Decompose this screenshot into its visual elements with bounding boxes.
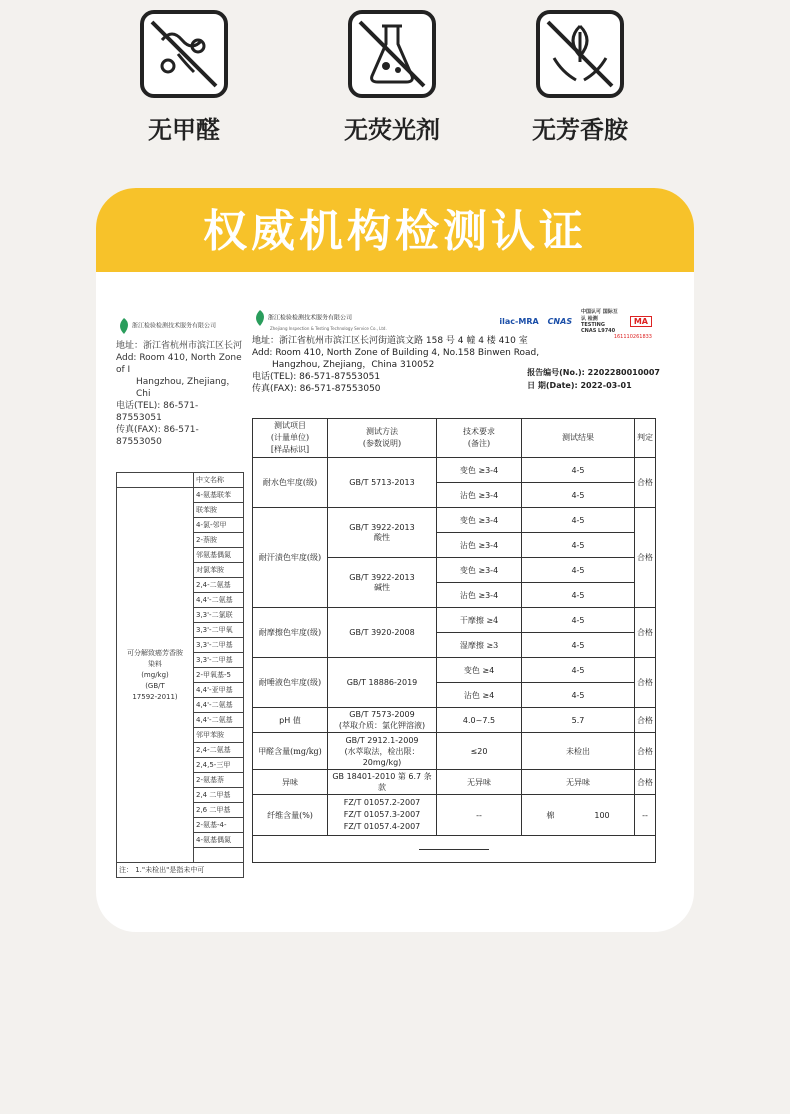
address-line: 电话(TEL): 86-571-87553051 [252, 372, 381, 382]
table-cell: 4-氨基联苯 [194, 488, 244, 503]
cnas-cn-text: 中国认可 国际互认 检测 TESTING [580, 309, 618, 328]
verdict: 合格 [635, 733, 656, 770]
result: 4-5 [522, 683, 635, 708]
test-method: GB/T 18886-2019 [328, 658, 437, 708]
table-cell: 4,4'-二氨基 [194, 698, 244, 713]
back-table [116, 472, 244, 878]
table-header: 中文名称 [194, 473, 244, 488]
result: 4-5 [522, 658, 635, 683]
row-label-line: (GB/T [145, 681, 165, 690]
address-line: 传真(FAX): 86-571-87553050 [116, 425, 199, 447]
requirement: 变色 ≥3-4 [437, 508, 522, 533]
table-cell: 2-氨基-4- [194, 818, 244, 833]
feature-no-aromatic-amine [520, 10, 640, 145]
cma-logo-icon: MA [630, 316, 652, 327]
header-result: 测试结果 [522, 419, 635, 458]
result: 未检出 [522, 733, 635, 770]
requirement: ≤20 [437, 733, 522, 770]
address-line: 地址：浙江省杭州市滨江区长河 [116, 341, 243, 351]
address-line: Hangzhou, Zhejiang，China 310052 [272, 360, 435, 370]
front-report-page [252, 308, 672, 863]
requirement: 变色 ≥3-4 [437, 558, 522, 583]
test-item: 耐水色牢度(级) [253, 458, 328, 508]
row-label-line: (mg/kg) [141, 670, 169, 679]
back-address-block [116, 340, 244, 448]
no-formaldehyde-icon [140, 10, 228, 98]
result-value: 100 [594, 810, 610, 820]
test-item: 耐摩擦色牢度(级) [253, 608, 328, 658]
requirement: 无异味 [437, 770, 522, 795]
back-report-page [116, 316, 244, 874]
result: 4-5 [522, 508, 635, 533]
test-method: GB/T 3922-2013 酸性 [328, 508, 437, 558]
requirement: 沾色 ≥3-4 [437, 483, 522, 508]
requirement: 湿摩擦 ≥3 [437, 633, 522, 658]
table-cell: 对氯苯胺 [194, 563, 244, 578]
cnas-number: CNAS L9740 [580, 328, 616, 334]
table-cell: 2,4,5-三甲 [194, 758, 244, 773]
test-item: 异味 [253, 770, 328, 795]
certification-card [96, 188, 694, 932]
address-line: Add: Room 410, North Zone of Building 4, No.158 Binwen Road, [252, 348, 540, 358]
icon-label: 无荧光剂 [344, 116, 440, 144]
result: 4-5 [522, 608, 635, 633]
requirement: 变色 ≥3-4 [437, 458, 522, 483]
table-cell: 联苯胺 [194, 503, 244, 518]
header-item: 测试项目 (计量单位) [样品标识] [253, 419, 328, 458]
result: 4-5 [522, 583, 635, 608]
requirement: 变色 ≥4 [437, 658, 522, 683]
test-method: GB/T 7573-2009 (萃取介质：氯化钾溶液) [328, 708, 437, 733]
no-aromatic-amine-icon [536, 10, 624, 98]
test-results-table [252, 418, 656, 863]
result: 无异味 [522, 770, 635, 795]
company-logo-icon [252, 308, 268, 326]
company-name-en: Zhejiang Inspection & Testing Technology Service Co., Ltd. [270, 326, 387, 331]
table-cell: 邻甲苯胺 [194, 728, 244, 743]
result: 4-5 [522, 483, 635, 508]
test-item: pH 值 [253, 708, 328, 733]
table-cell: 4-氨基偶氮 [194, 833, 244, 848]
cert-logos [493, 308, 652, 340]
header-verdict: 判定 [635, 419, 656, 458]
requirement: 沾色 ≥3-4 [437, 583, 522, 608]
company-logo-icon [116, 316, 132, 334]
header-requirement: 技术要求 (备注) [437, 419, 522, 458]
table-cell: 邻氨基偶氮 [194, 548, 244, 563]
feature-no-formaldehyde [124, 10, 244, 145]
report-info [527, 366, 660, 392]
verdict: 合格 [635, 508, 656, 608]
feature-icons [0, 0, 790, 160]
row-label-line: 可分解致癌芳香胺 [127, 648, 183, 657]
table-cell: 2,4 二甲基 [194, 788, 244, 803]
address-line: 传真(FAX): 86-571-87553050 [252, 384, 381, 394]
result: 5.7 [522, 708, 635, 733]
table-cell: 3,3'-二甲基 [194, 638, 244, 653]
table-footer [253, 836, 656, 863]
result: 4-5 [522, 458, 635, 483]
requirement: 沾色 ≥4 [437, 683, 522, 708]
test-method: FZ/T 01057.2-2007 FZ/T 01057.3-2007 FZ/T 01057.4-2007 [328, 795, 437, 836]
test-item: 纤维含量(%) [253, 795, 328, 836]
test-item: 耐唾液色牢度(级) [253, 658, 328, 708]
table-cell: 3,3'-二甲基 [194, 653, 244, 668]
ilac-mra-logo-icon: ilac-MRA [499, 316, 539, 326]
test-method: GB/T 5713-2013 [328, 458, 437, 508]
requirement: 干摩擦 ≥4 [437, 608, 522, 633]
icon-label: 无甲醛 [148, 116, 220, 144]
test-method: GB 18401-2010 第 6.7 条款 [328, 770, 437, 795]
row-label [117, 488, 194, 863]
table-cell: 2,4-二氨基 [194, 743, 244, 758]
table-cell: 4,4'-二氨基 [194, 593, 244, 608]
test-method: GB/T 3920-2008 [328, 608, 437, 658]
row-label-line: 17592-2011) [132, 692, 178, 701]
report-date: 日 期(Date): 2022-03-01 [527, 381, 632, 390]
cnas-text [581, 308, 621, 334]
result: 4-5 [522, 533, 635, 558]
table-cell: 4,4'-二氨基 [194, 713, 244, 728]
header-method: 测试方法 (参数说明) [328, 419, 437, 458]
table-cell: 4-氯-邻甲 [194, 518, 244, 533]
address-line: Hangzhou, Zhejiang，Chi [136, 377, 236, 399]
cma-number: 161110261833 [613, 334, 652, 340]
verdict: 合格 [635, 458, 656, 508]
table-cell: 3,3'-二甲氧 [194, 623, 244, 638]
verdict: 合格 [635, 658, 656, 708]
table-cell: 2-萘胺 [194, 533, 244, 548]
verdict: 合格 [635, 770, 656, 795]
test-item: 耐汗渍色牢度(级) [253, 508, 328, 608]
cnas-logo-icon: CNAS [547, 316, 573, 326]
result: 4-5 [522, 633, 635, 658]
icon-label: 无芳香胺 [532, 116, 628, 144]
company-name: 浙江检验检测技术服务有限公司 [132, 322, 217, 330]
banner-title: 权威机构检测认证 [96, 188, 694, 272]
address-line: 地址：浙江省杭州市滨江区长河街道滨文路 158 号 4 幢 4 楼 410 室 [252, 336, 528, 346]
test-method: GB/T 3922-2013 碱性 [328, 558, 437, 608]
test-item: 甲醛含量(mg/kg) [253, 733, 328, 770]
report-number: 报告编号(No.): 2202280010007 [527, 368, 660, 377]
divider [419, 849, 489, 850]
verdict: 合格 [635, 608, 656, 658]
table-cell: 3,3'-二氯联 [194, 608, 244, 623]
requirement: 沾色 ≥3-4 [437, 533, 522, 558]
address-line: 电话(TEL): 86-571-87553051 [116, 401, 199, 423]
no-fluorescent-icon [348, 10, 436, 98]
test-method: GB/T 2912.1-2009 (水萃取法，检出限： 20mg/kg) [328, 733, 437, 770]
table-note: 注： 1."未检出"是指未中可 [117, 863, 244, 878]
table-cell: 4,4'-亚甲基 [194, 683, 244, 698]
table-cell: 2,6 二甲基 [194, 803, 244, 818]
table-cell: 2-甲氧基-5 [194, 668, 244, 683]
result [522, 795, 635, 836]
result: 4-5 [522, 558, 635, 583]
result-label: 棉 [546, 810, 555, 820]
feature-no-fluorescent [332, 10, 452, 145]
table-cell: 2,4-二氨基 [194, 578, 244, 593]
verdict: -- [635, 795, 656, 836]
requirement: -- [437, 795, 522, 836]
requirement: 4.0~7.5 [437, 708, 522, 733]
row-label-line: 染料 [148, 659, 162, 668]
verdict: 合格 [635, 708, 656, 733]
address-line: Add: Room 410, North Zone of I [116, 353, 242, 375]
company-name: 浙江检验检测技术服务有限公司 [268, 314, 353, 322]
table-cell: 2-氨基萘 [194, 773, 244, 788]
